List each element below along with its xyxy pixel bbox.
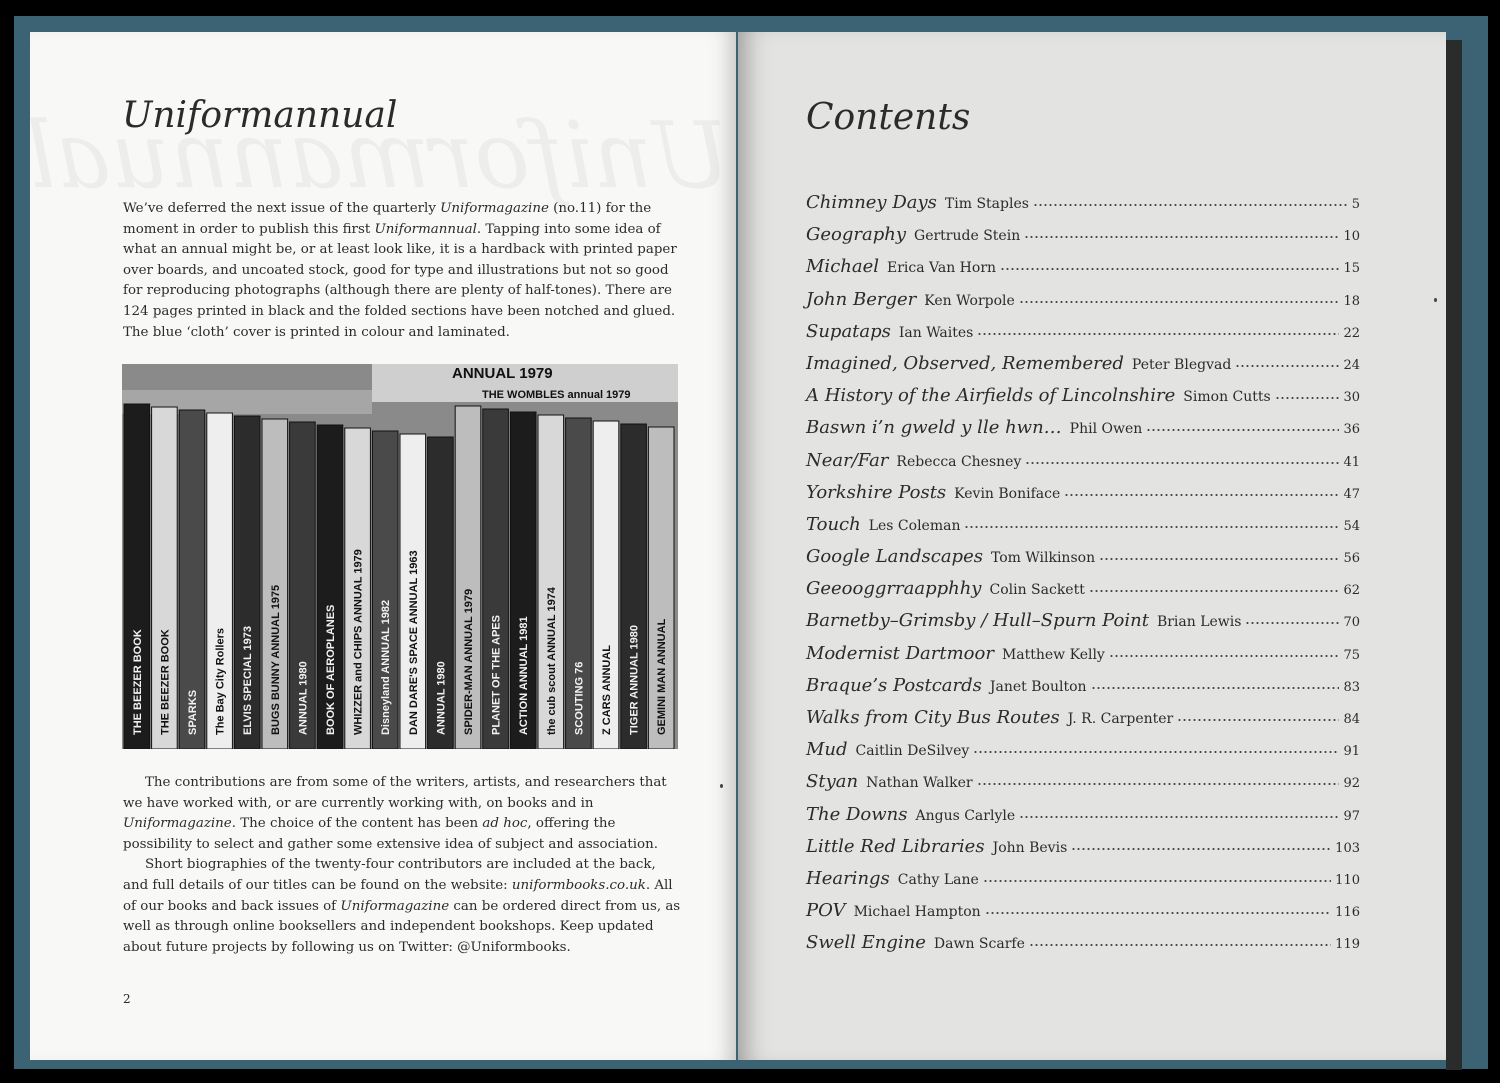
page-block-edge <box>1446 40 1462 1070</box>
entry-title: POV <box>806 900 846 922</box>
entry-page-number: 24 <box>1343 357 1360 373</box>
entry-page-number: 30 <box>1343 390 1360 406</box>
book-spine <box>593 421 619 749</box>
entry-author: Tom Wilkinson <box>990 550 1096 567</box>
entry-title: Google Landscapes <box>806 546 983 568</box>
entry-title: Chimney Days <box>806 192 937 213</box>
entry-author: Erica Van Horn <box>887 260 997 277</box>
contents-entry <box>806 868 1360 900</box>
entry-page-number: 15 <box>1343 261 1360 277</box>
contents-entry <box>806 932 1360 964</box>
book-spine <box>290 422 316 749</box>
entry-page-number: 41 <box>1343 454 1360 470</box>
book-spine-label: THE BEEZER BOOK <box>159 629 172 735</box>
entry-title: Yorkshire Posts <box>806 481 947 503</box>
book-spine-label: SPARKS <box>187 689 199 735</box>
dot-leader <box>1071 847 1331 851</box>
dot-leader <box>1033 203 1348 207</box>
entry-page-number: 116 <box>1335 905 1360 921</box>
book-spine <box>372 431 398 749</box>
contents-entry <box>806 514 1360 546</box>
book-spine <box>538 415 564 749</box>
entry-page-number: 56 <box>1343 551 1360 567</box>
entry-title: Baswn i’n gweld y lle hwn… <box>806 417 1062 439</box>
entry-title: Modernist Dartmoor <box>806 642 994 664</box>
book-spine <box>621 424 647 749</box>
entry-author: Ian Waites <box>898 324 974 341</box>
entry-title: Supataps <box>806 320 891 342</box>
entry-author: Angus Carlyle <box>915 807 1016 824</box>
entry-title: Imagined, Observed, Remembered <box>806 352 1124 374</box>
dot-leader <box>1146 428 1339 432</box>
dot-leader <box>1275 396 1340 400</box>
book-spine <box>483 409 509 749</box>
contents-entry <box>806 256 1360 288</box>
entry-author: Dawn Scarfe <box>933 936 1025 953</box>
entry-page-number: 103 <box>1335 840 1360 856</box>
entry-title: Swell Engine <box>806 932 926 954</box>
entry-title: Mud <box>806 739 848 761</box>
contents-entry <box>806 353 1360 385</box>
page-number: 2 <box>123 992 131 1006</box>
entry-title: Touch <box>806 513 861 535</box>
book-spine-label: Disneyland ANNUAL 1982 <box>380 599 393 735</box>
dot-leader <box>1235 364 1339 368</box>
contents-entry <box>806 450 1360 482</box>
dot-leader <box>1245 621 1339 625</box>
entry-page-number: 75 <box>1343 647 1360 663</box>
entry-author: Peter Blegvad <box>1131 356 1232 373</box>
entry-author: Brian Lewis <box>1156 614 1242 631</box>
entry-title: Geeooggrraapphhy <box>806 578 982 600</box>
entry-page-number: 92 <box>1343 776 1360 792</box>
entry-author: Phil Owen <box>1069 421 1143 438</box>
book-spine <box>510 412 536 749</box>
entry-page-number: 18 <box>1343 293 1360 309</box>
contents-entry <box>806 900 1360 932</box>
dot-leader <box>1089 589 1340 593</box>
book-spine <box>207 413 233 749</box>
entry-page-number: 62 <box>1343 583 1360 599</box>
book-spine <box>152 407 178 749</box>
contents-list <box>806 192 1360 965</box>
entry-author: J. R. Carpenter <box>1067 711 1174 727</box>
contents-entry <box>806 321 1360 353</box>
entry-title: Walks from City Bus Routes <box>806 707 1060 728</box>
entry-title: Hearings <box>806 867 890 889</box>
entry-page-number: 84 <box>1343 712 1360 727</box>
entry-page-number: 83 <box>1343 679 1360 695</box>
entry-title: Styan <box>806 771 859 793</box>
dot-leader <box>1064 493 1339 497</box>
dot-leader <box>1099 557 1339 561</box>
entry-page-number: 97 <box>1343 808 1360 824</box>
book-spine-label: WHIZZER and CHIPS ANNUAL 1979 <box>352 549 365 735</box>
contents-entry <box>806 771 1360 803</box>
contents-entry <box>806 385 1360 417</box>
entry-author: Rebecca Chesney <box>896 453 1022 470</box>
contents-entry <box>806 804 1360 836</box>
dot-leader <box>973 750 1339 754</box>
dot-leader <box>1025 461 1339 465</box>
biographies-paragraph: Short biographies of the twenty-four contributors are included at the back, and full details of our titles can be found on the website: uniformbooks.co.uk. All of our books and back issues of Uniformagazine can be ordered direct from us, as well as through online booksellers and independent bookshops. Keep updated about future projects by following us on Twitter: @Uniformbooks. <box>123 857 681 955</box>
contents-entry <box>806 739 1360 771</box>
dot-leader <box>964 525 1339 529</box>
entry-author: Gertrude Stein <box>914 228 1021 245</box>
contents-entry <box>806 417 1360 449</box>
book-spine-label: BUGS BUNNY ANNUAL 1975 <box>269 584 282 735</box>
book-spine-label: GEMINI MAN ANNUAL <box>656 618 669 735</box>
entry-title: Geography <box>806 224 907 246</box>
entry-author: Cathy Lane <box>897 871 979 888</box>
entry-author: John Bevis <box>992 839 1068 856</box>
contents-entry <box>806 289 1360 321</box>
contributions-paragraph: The contributions are from some of the writers, artists, and researchers that we have worked with, or are currently working with, on books and in Uniformagazine. The choice of the content has been ad hoc, offering the possibility to select and gather some extensive idea of subject and association. <box>123 775 667 852</box>
ink-speck <box>1434 298 1437 302</box>
book-spine-label: THE BEEZER BOOK <box>131 629 144 735</box>
dot-leader <box>1019 300 1340 304</box>
book-spine-label: The Bay City Rollers <box>214 628 227 735</box>
entry-title: The Downs <box>806 803 908 825</box>
flat-annual-label: THE WOMBLES annual 1979 <box>482 389 631 401</box>
book-spine-label: ANNUAL 1980 <box>297 661 310 735</box>
entry-page-number: 54 <box>1343 518 1360 534</box>
entry-author: Tim Staples <box>944 196 1029 212</box>
dot-leader <box>1000 267 1339 271</box>
entry-author: Matthew Kelly <box>1001 646 1105 663</box>
contents-entry <box>806 675 1360 707</box>
book-spine-label: Z CARS ANNUAL <box>601 644 613 735</box>
entry-page-number: 70 <box>1343 615 1360 631</box>
intro-paragraph: We’ve deferred the next issue of the quarterly Uniformagazine (no.11) for the moment in order to publish this first Uniformannual. Tapping into some idea of what an annual might be, or at least look like, it is a hardback with printed paper over boards, and uncoated stock, good for type and illustrations but not so good for reproducing photographs (although there are plenty of half-tones). There are 124 pages printed in black and the folded sections have been notched and glued. The blue ‘cloth’ cover is printed in colour and laminated. <box>123 201 677 340</box>
entry-author: Simon Cutts <box>1183 389 1271 406</box>
entry-author: Nathan Walker <box>866 775 973 792</box>
entry-author: Les Coleman <box>868 517 961 534</box>
dot-leader <box>983 879 1331 883</box>
contents-entry <box>806 643 1360 675</box>
contents-entry <box>806 192 1360 224</box>
contents-entry <box>806 224 1360 256</box>
entry-page-number: 36 <box>1343 422 1360 438</box>
entry-author: Colin Sackett <box>989 582 1085 599</box>
book-spine <box>262 419 288 749</box>
contents-entry <box>806 707 1360 739</box>
entry-author: Michael Hampton <box>853 904 981 921</box>
dot-leader <box>977 332 1339 336</box>
entry-page-number: 110 <box>1335 872 1360 888</box>
book-spine <box>648 427 674 749</box>
entry-page-number: 10 <box>1343 229 1360 245</box>
book-spine-label: TIGER ANNUAL 1980 <box>628 624 641 735</box>
entry-title: John Berger <box>806 288 917 310</box>
book-spine <box>124 404 150 749</box>
book-spine-label: ACTION ANNUAL 1981 <box>518 616 531 735</box>
dot-leader <box>1024 235 1339 239</box>
book-spine-label: BOOK OF AEROPLANES <box>325 604 337 735</box>
contents-entry <box>806 546 1360 578</box>
entry-page-number: 47 <box>1343 486 1360 502</box>
book-spine <box>317 425 343 749</box>
right-page <box>738 32 1446 1060</box>
book-spine-label: SCOUTING 76 <box>573 661 586 735</box>
contents-entry <box>806 610 1360 642</box>
contents-entry <box>806 482 1360 514</box>
entry-page-number: 91 <box>1343 744 1360 760</box>
contents-entry <box>806 836 1360 868</box>
ink-speck <box>720 784 723 788</box>
book-spine <box>428 437 454 749</box>
book-spine-label: ANNUAL 1980 <box>435 661 448 735</box>
book-spine-label: ELVIS SPECIAL 1973 <box>242 625 255 735</box>
book-spine <box>566 418 592 749</box>
book-spine-label: PLANET OF THE APES <box>490 615 503 735</box>
page-title: Uniformannual <box>122 95 398 136</box>
book-spine-label: SPIDER-MAN ANNUAL 1979 <box>463 588 475 735</box>
contents-title: Contents <box>806 97 971 138</box>
entry-page-number: 119 <box>1335 937 1360 953</box>
annuals-bookshelf-photo <box>122 364 678 749</box>
book-spine-label: the cub scout ANNUAL 1974 <box>545 587 558 735</box>
book-spine <box>345 428 371 749</box>
left-page <box>30 32 736 1060</box>
entry-title: Little Red Libraries <box>806 835 985 857</box>
entry-title: Near/Far <box>806 449 889 471</box>
entry-title: Braque’s Postcards <box>806 674 982 696</box>
book-spine <box>234 416 260 749</box>
dot-leader <box>1019 815 1339 819</box>
book-spine-label: DAN DARE'S SPACE ANNUAL 1963 <box>407 550 420 735</box>
entry-title: A History of the Airfields of Lincolnshire <box>806 385 1176 407</box>
dot-leader <box>985 911 1332 915</box>
entry-page-number: 5 <box>1351 197 1360 212</box>
entry-title: Barnetby–Grimsby / Hull–Spurn Point <box>806 610 1149 632</box>
book-spine <box>400 434 426 749</box>
entry-page-number: 22 <box>1343 325 1360 341</box>
contributions-text <box>123 773 683 958</box>
entry-author: Janet Boulton <box>989 678 1087 695</box>
contents-entry <box>806 578 1360 610</box>
dot-leader <box>1109 654 1340 658</box>
entry-author: Ken Worpole <box>924 292 1015 309</box>
dot-leader <box>977 782 1340 786</box>
book-spine <box>179 410 205 749</box>
entry-author: Kevin Boniface <box>954 485 1061 502</box>
bookshelf-illustration <box>122 364 678 749</box>
entry-title: Michael <box>806 256 880 278</box>
dot-leader <box>1177 718 1339 722</box>
dot-leader <box>1029 943 1331 947</box>
book-spine <box>455 406 481 749</box>
flat-annual-label: ANNUAL 1979 <box>452 365 553 382</box>
entry-author: Caitlin DeSilvey <box>855 743 970 760</box>
dot-leader <box>1091 686 1340 690</box>
